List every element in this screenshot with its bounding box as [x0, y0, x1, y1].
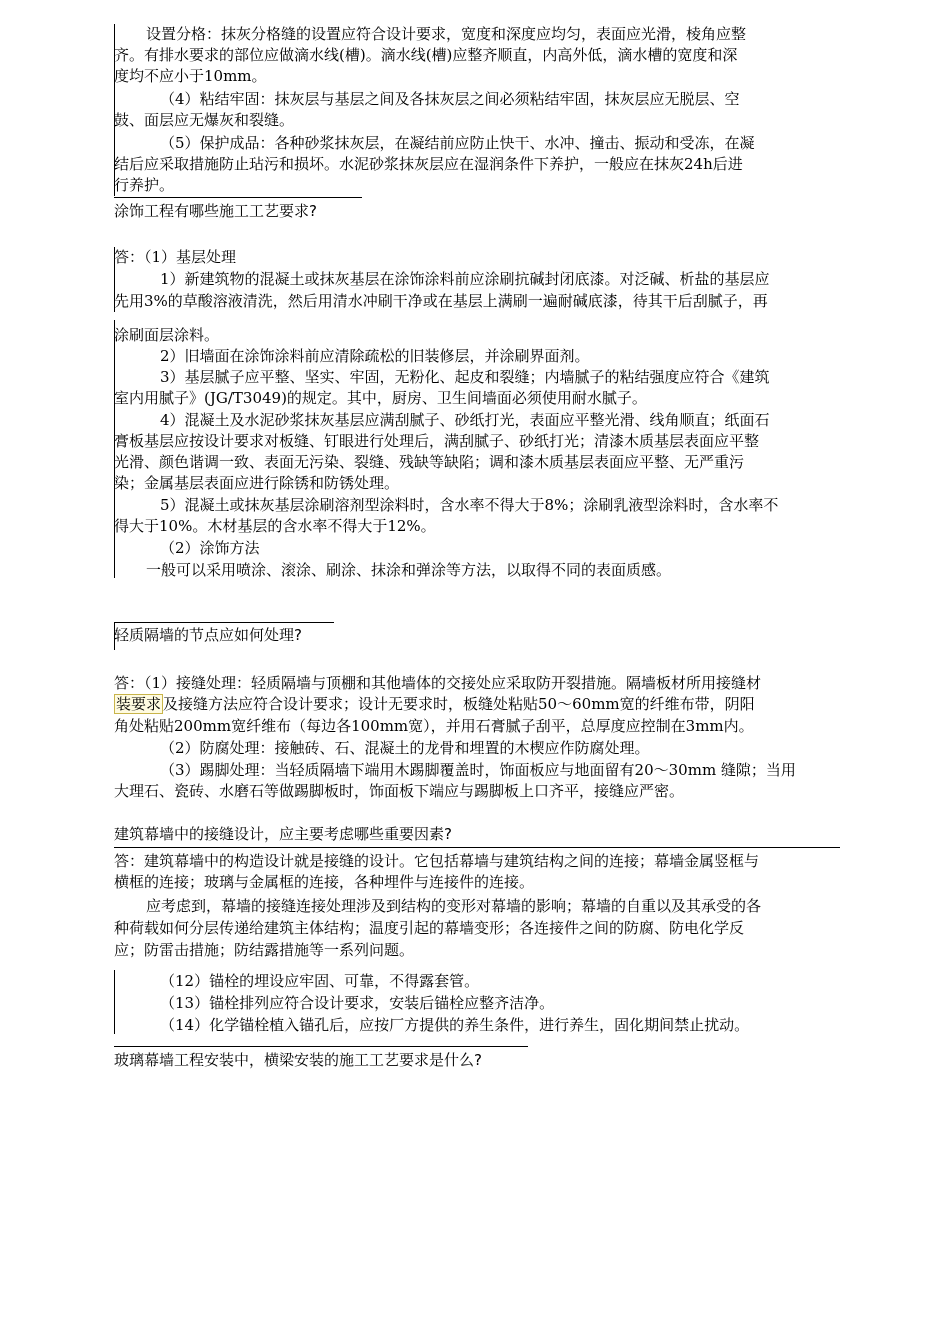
- question2-rule: [114, 622, 334, 623]
- anchors-line-1: （12）锚栓的埋设应牢固、可靠，不得露套管。: [160, 972, 480, 990]
- question-3: 建筑幕墙中的接缝设计，应主要考虑哪些重要因素?: [114, 825, 452, 843]
- answer1-line-5: 2）旧墙面在涂饰涂料前应清除疏松的旧装修层，并涂刷界面剂。: [160, 347, 590, 365]
- section1-line-4: （4）粘结牢固：抹灰层与基层之间及各抹灰层之间必须粘结牢固，抹灰层应无脱层、空: [160, 90, 740, 108]
- answer3-line-2: 横框的连接；玻璃与金属框的连接，各种埋件与连接件的连接。: [114, 873, 535, 891]
- answer2-line-4: （2）防腐处理：接触砖、石、混凝土的龙骨和埋置的木楔应作防腐处理。: [160, 739, 650, 757]
- answer3-line-1: 答：建筑幕墙中的构造设计就是接缝的设计。它包括幕墙与建筑结构之间的连接；幕墙金属竖框与: [114, 852, 760, 870]
- answer1-line-3: 先用3%的草酸溶液清洗，然后用清水冲刷干净或在基层上满刷一遍耐碱底漆，待其干后刮腻子，再: [114, 292, 768, 310]
- answer2-line-2: [114, 694, 755, 715]
- question-4: 玻璃幕墙工程安装中，横梁安装的施工工艺要求是什么?: [114, 1051, 482, 1069]
- answer1-line-2: 1）新建筑物的混凝土或抹灰基层在涂饰涂料前应涂刷抗碱封闭底漆。对泛碱、析盐的基层应: [160, 270, 770, 288]
- answer1-line-12: 5）混凝土或抹灰基层涂刷溶剂型涂料时，含水率不得大于8%；涂刷乳液型涂料时，含水率不: [160, 496, 779, 514]
- question-1: 涂饰工程有哪些施工工艺要求?: [114, 202, 317, 220]
- answer2-highlight: 装要求: [116, 695, 162, 713]
- section1-line-1: 设置分格：抹灰分格缝的设置应符合设计要求，宽度和深度应均匀，表面应光滑，棱角应整: [146, 25, 747, 43]
- section1-line-2: 齐。有排水要求的部位应做滴水线(槽)。滴水线(槽)应整齐顺直，内高外低，滴水槽的宽度和深: [114, 46, 738, 64]
- question3-rule: [114, 847, 840, 848]
- section1-rule: [114, 197, 362, 198]
- section1-line-6: （5）保护成品：各种砂浆抹灰层，在凝结前应防止快干、水冲、撞击、振动和受冻，在凝: [160, 134, 755, 152]
- answer2-line-3: 角处粘贴200mm宽纤维布（每边各100mm宽），并用石膏腻子刮平，总厚度应控制在3mm内。: [114, 717, 754, 735]
- answer1-line-15: 一般可以采用喷涂、滚涂、刷涂、抹涂和弹涂等方法，以取得不同的表面质感。: [146, 561, 672, 579]
- answer3-line-3: 应考虑到，幕墙的接缝连接处理涉及到结构的变形对幕墙的影响；幕墙的自重以及其承受的各: [146, 897, 762, 915]
- answer1-line-11: 染；金属基层表面应进行除锈和防锈处理。: [114, 474, 400, 492]
- section1-line-8: 行养护。: [114, 176, 175, 194]
- anchors-line-2: （13）锚栓排列应符合设计要求，安装后锚栓应整齐洁净。: [160, 994, 555, 1012]
- answer1-heading: 答：（1）基层处理: [114, 248, 237, 266]
- answer1-line-8: 4）混凝土及水泥砂浆抹灰基层应满刮腻子、砂纸打光，表面应平整光滑、线角顺直；纸面石: [160, 411, 770, 429]
- question-2: 轻质隔墙的节点应如何处理?: [114, 626, 302, 644]
- answer3-line-4: 种荷载如何分层传递给建筑主体结构；温度引起的幕墙变形；各连接件之间的防腐、防电化学反: [114, 919, 745, 937]
- answer1-line-6: 3）基层腻子应平整、坚实、牢固，无粉化、起皮和裂缝；内墙腻子的粘结强度应符合《建筑: [160, 368, 770, 386]
- answer1-line-14: （2）涂饰方法: [160, 539, 260, 557]
- answer2-line-6: 大理石、瓷砖、水磨石等做踢脚板时，饰面板下端应与踢脚板上口齐平，接缝应严密。: [114, 782, 685, 800]
- answer1-line-4: 涂刷面层涂料。: [114, 326, 220, 344]
- answer3-line-5: 应；防雷击措施；防结露措施等一系列问题。: [114, 941, 415, 959]
- answer2-line-5: （3）踢脚处理：当轻质隔墙下端用木踢脚覆盖时，饰面板应与地面留有20～30mm 缝隙；当用: [160, 761, 796, 779]
- answer1-line-10: 光滑、颜色谐调一致、表面无污染、裂缝、残缺等缺陷；调和漆木质基层表面应平整、无严重污: [114, 453, 745, 471]
- answer1-line-9: 膏板基层应按设计要求对板缝、钉眼进行处理后，满刮腻子、砂纸打光；清漆木质基层表面应平整: [114, 432, 760, 450]
- anchors-line-3: （14）化学锚栓植入锚孔后，应按厂方提供的养生条件，进行养生，固化期间禁止扰动。: [160, 1016, 750, 1034]
- section1-line-7: 结后应采取措施防止玷污和损坏。水泥砂浆抹灰层应在湿润条件下养护，一般应在抹灰24h后进: [114, 155, 743, 173]
- answer1-line-7: 室内用腻子》(JG/T3049)的规定。其中，厨房、卫生间墙面必须使用耐水腻子。: [114, 389, 647, 407]
- section1-line-3: 度均不应小于10mm。: [114, 67, 267, 85]
- answer2-line-1: 答：（1）接缝处理：轻质隔墙与顶棚和其他墙体的交接处应采取防开裂措施。隔墙板材所用接缝材: [114, 674, 762, 692]
- answer1-line-13: 得大于10%。木材基层的含水率不得大于12%。: [114, 517, 436, 535]
- anchors-rule: [114, 1046, 528, 1047]
- answer2-line-2-rest: 及接缝方法应符合设计要求；设计无要求时，板缝处粘贴50～60mm宽的纤维布带，阴阳: [163, 695, 755, 713]
- section1-line-5: 鼓、面层应无爆灰和裂缝。: [114, 111, 295, 129]
